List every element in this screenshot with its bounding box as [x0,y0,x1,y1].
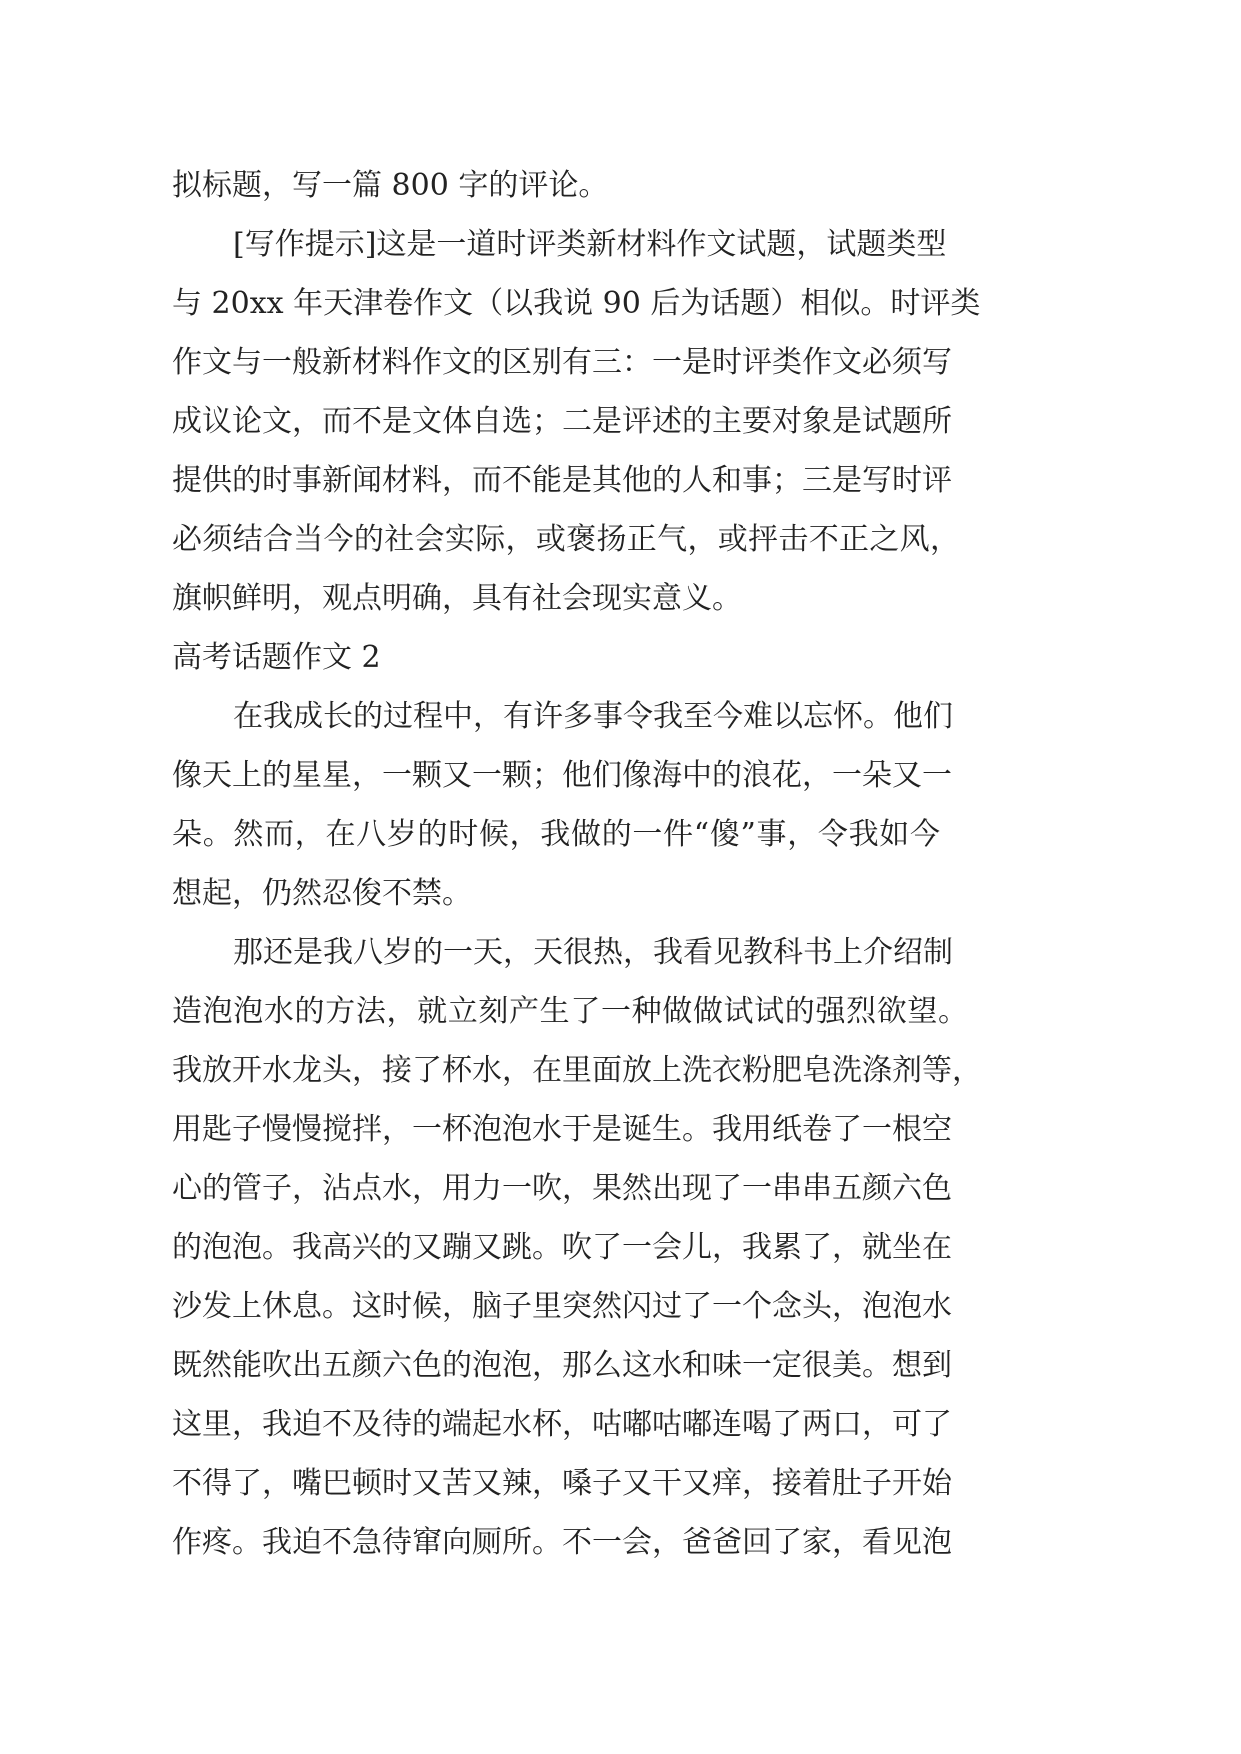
text-line: 拟标题，写一篇 800 字的评论。 [172,168,609,203]
document-body [172,156,1072,1572]
text-line: 既然能吹出五颜六色的泡泡，那么这水和味一定很美。想到 [172,1348,952,1383]
text-line: 成议论文，而不是文体自选；二是评述的主要对象是试题所 [172,404,952,439]
text-line: 用匙子慢慢搅拌，一杯泡泡水于是诞生。我用纸卷了一根空 [172,1112,952,1147]
text-line: 心的管子，沾点水，用力一吹，果然出现了一串串五颜六色 [172,1171,952,1206]
text-line: 与 20xx 年天津卷作文（以我说 90 后为话题）相似。时评类 [172,286,981,321]
text-line: 作文与一般新材料作文的区别有三：一是时评类作文必须写 [172,345,952,380]
section-heading: 高考话题作文 2 [172,640,381,675]
text-line: [写作提示]这是一道时评类新材料作文试题，试题类型 [233,227,947,262]
paragraph [172,156,1072,215]
text-line: 这里，我迫不及待的端起水杯，咕嘟咕嘟连喝了两口，可了 [172,1407,952,1442]
paragraph [172,215,1072,628]
text-line: 我放开水龙头，接了杯水，在里面放上洗衣粉肥皂洗涤剂等， [172,1053,982,1088]
text-line: 作疼。我迫不急待窜向厕所。不一会，爸爸回了家，看见泡 [172,1525,952,1560]
text-line: 像天上的星星，一颗又一颗；他们像海中的浪花，一朵又一 [172,758,952,793]
text-line: 旗帜鲜明，观点明确，具有社会现实意义。 [172,581,742,616]
text-line: 的泡泡。我高兴的又蹦又跳。吹了一会儿，我累了，就坐在 [172,1230,952,1265]
paragraph [172,923,1072,1572]
text-line: 沙发上休息。这时候，脑子里突然闪过了一个念头，泡泡水 [172,1289,952,1324]
text-line: 提供的时事新闻材料，而不能是其他的人和事；三是写时评 [172,463,952,498]
text-line: 朵。然而，在八岁的时候，我做的一件“傻”事，令我如今 [172,817,940,852]
text-line: 造泡泡水的方法，就立刻产生了一种做做试试的强烈欲望。 [172,994,968,1029]
text-line: 那还是我八岁的一天，天很热，我看见教科书上介绍制 [233,935,953,970]
text-line: 在我成长的过程中，有许多事令我至今难以忘怀。他们 [233,699,953,734]
text-line: 想起，仍然忍俊不禁。 [172,876,472,911]
text-line: 必须结合当今的社会实际，或褒扬正气，或抨击不正之风， [172,522,960,557]
paragraph [172,687,1072,923]
text-line: 不得了，嘴巴顿时又苦又辣，嗓子又干又痒，接着肚子开始 [172,1466,952,1501]
